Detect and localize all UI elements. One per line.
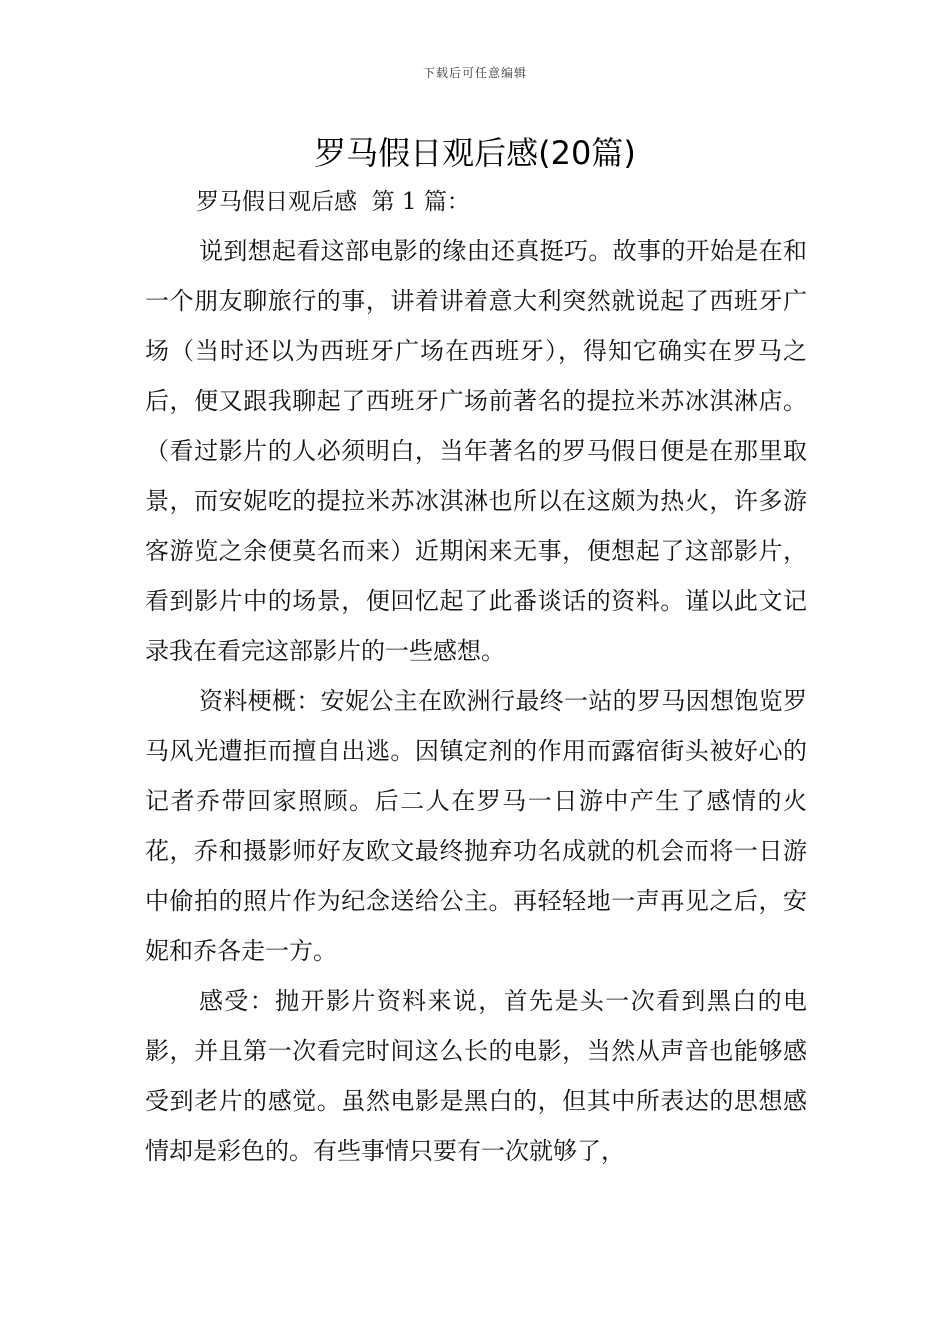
header-note: 下载后可任意编辑 (422, 66, 527, 80)
document-body (145, 226, 807, 1176)
document-title: 罗马假日观后感(20篇) (314, 134, 636, 172)
section-heading: 罗马假日观后感 第 1 篇： (196, 189, 470, 215)
paragraph: 资料梗概：安妮公主在欧洲行最终一站的罗马因想饱览罗马风光遭拒而擅自出逃。因镇定剂的作用而露宿街头被好心的记者乔带回家照顾。后二人在罗马一日游中产生了感情的火花，乔和摄影师好友欧文最终抛弃功名成就的机会而将一日游中偷拍的照片作为纪念送给公主。再轻轻地一声再见之后，安妮和乔各走一方。 (145, 687, 807, 965)
paragraph: 说到想起看这部电影的缘由还真挺巧。故事的开始是在和一个朋友聊旅行的事，讲着讲着意大利突然就说起了西班牙广场（当时还以为西班牙广场在西班牙），得知它确实在罗马之后，便又跟我聊起了西班牙广场前著名的提拉米苏冰淇淋店。（看过影片的人必须明白，当年著名的罗马假日便是在那里取景，而安妮吃的提拉米苏冰淇淋也所以在这颇为热火，许多游客游览之余便莫名而来）近期闲来无事，便想起了这部影片，看到影片中的场景，便回忆起了此番谈话的资料。谨以此文记录我在看完这部影片的一些感想。 (145, 237, 807, 665)
paragraph: 感受：抛开影片资料来说，首先是头一次看到黑白的电影，并且第一次看完时间这么长的电影，当然从声音也能够感受到老片的感觉。虽然电影是黑白的，但其中所表达的思想感情却是彩色的。有些事情只要有一次就够了， (145, 987, 807, 1165)
